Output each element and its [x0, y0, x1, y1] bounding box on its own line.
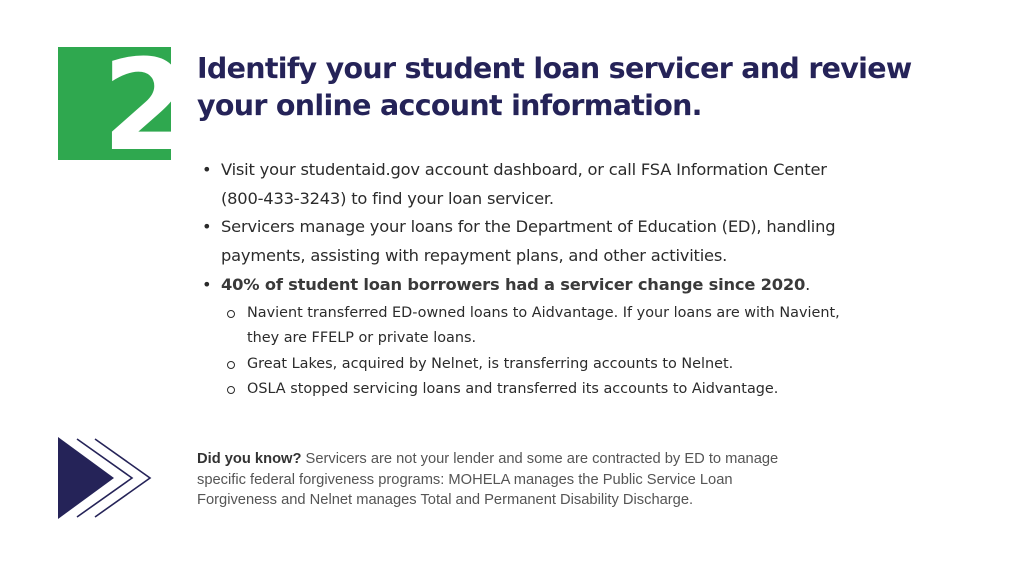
- bullet-text: Visit your studentaid.gov account dashboard, or call FSA Information Center (800-433-3243) to find your loan servicer.: [221, 160, 827, 208]
- did-you-know-label: Did you know?: [197, 451, 302, 467]
- bullet-dot-icon: •: [202, 274, 212, 294]
- list-item: [200, 213, 860, 270]
- bullet-text: Servicers manage your loans for the Department of Education (ED), handling payments, assisting with repayment plans, and other activities.: [221, 217, 836, 266]
- sub-list-item: [221, 377, 860, 403]
- sub-bullet-text: OSLA stopped servicing loans and transferred its accounts to Aidvantage.: [247, 381, 779, 398]
- sub-bullet-list: [221, 301, 860, 403]
- sub-list-item: [221, 301, 860, 352]
- bullet-suffix: .: [805, 274, 811, 294]
- circle-bullet-icon: [227, 386, 235, 394]
- bullet-dot-icon: •: [202, 217, 212, 237]
- sub-bullet-text: Navient transferred ED-owned loans to Aidvantage. If your loans are with Navient, they are FFELP or private loans.: [247, 304, 840, 347]
- list-item-highlight: [200, 271, 860, 403]
- did-you-know-text: Servicers are not your lender and some are contracted by ED to manage specific federal forgiveness programs: MOHELA manages the Public Service Loan Forgiveness and Nelnet manages Total and Permanent Disability Discharge.: [197, 451, 779, 508]
- circle-bullet-icon: [227, 361, 235, 369]
- step-number: 2: [102, 32, 190, 179]
- list-item: [200, 156, 860, 213]
- step-number-badge: [58, 32, 190, 179]
- sub-list-item: [221, 352, 860, 378]
- did-you-know-note: [197, 449, 797, 511]
- page-title: Identify your student loan servicer and review your online account information.: [197, 52, 912, 122]
- sub-bullet-text: Great Lakes, acquired by Nelnet, is transferring accounts to Nelnet.: [247, 355, 734, 372]
- bullet-text-bold: 40% of student loan borrowers had a servicer change since 2020: [221, 274, 806, 294]
- bullet-dot-icon: •: [202, 160, 212, 179]
- circle-bullet-icon: [227, 310, 235, 318]
- bullet-list: [200, 156, 860, 403]
- chevron-arrows-icon: [58, 437, 152, 519]
